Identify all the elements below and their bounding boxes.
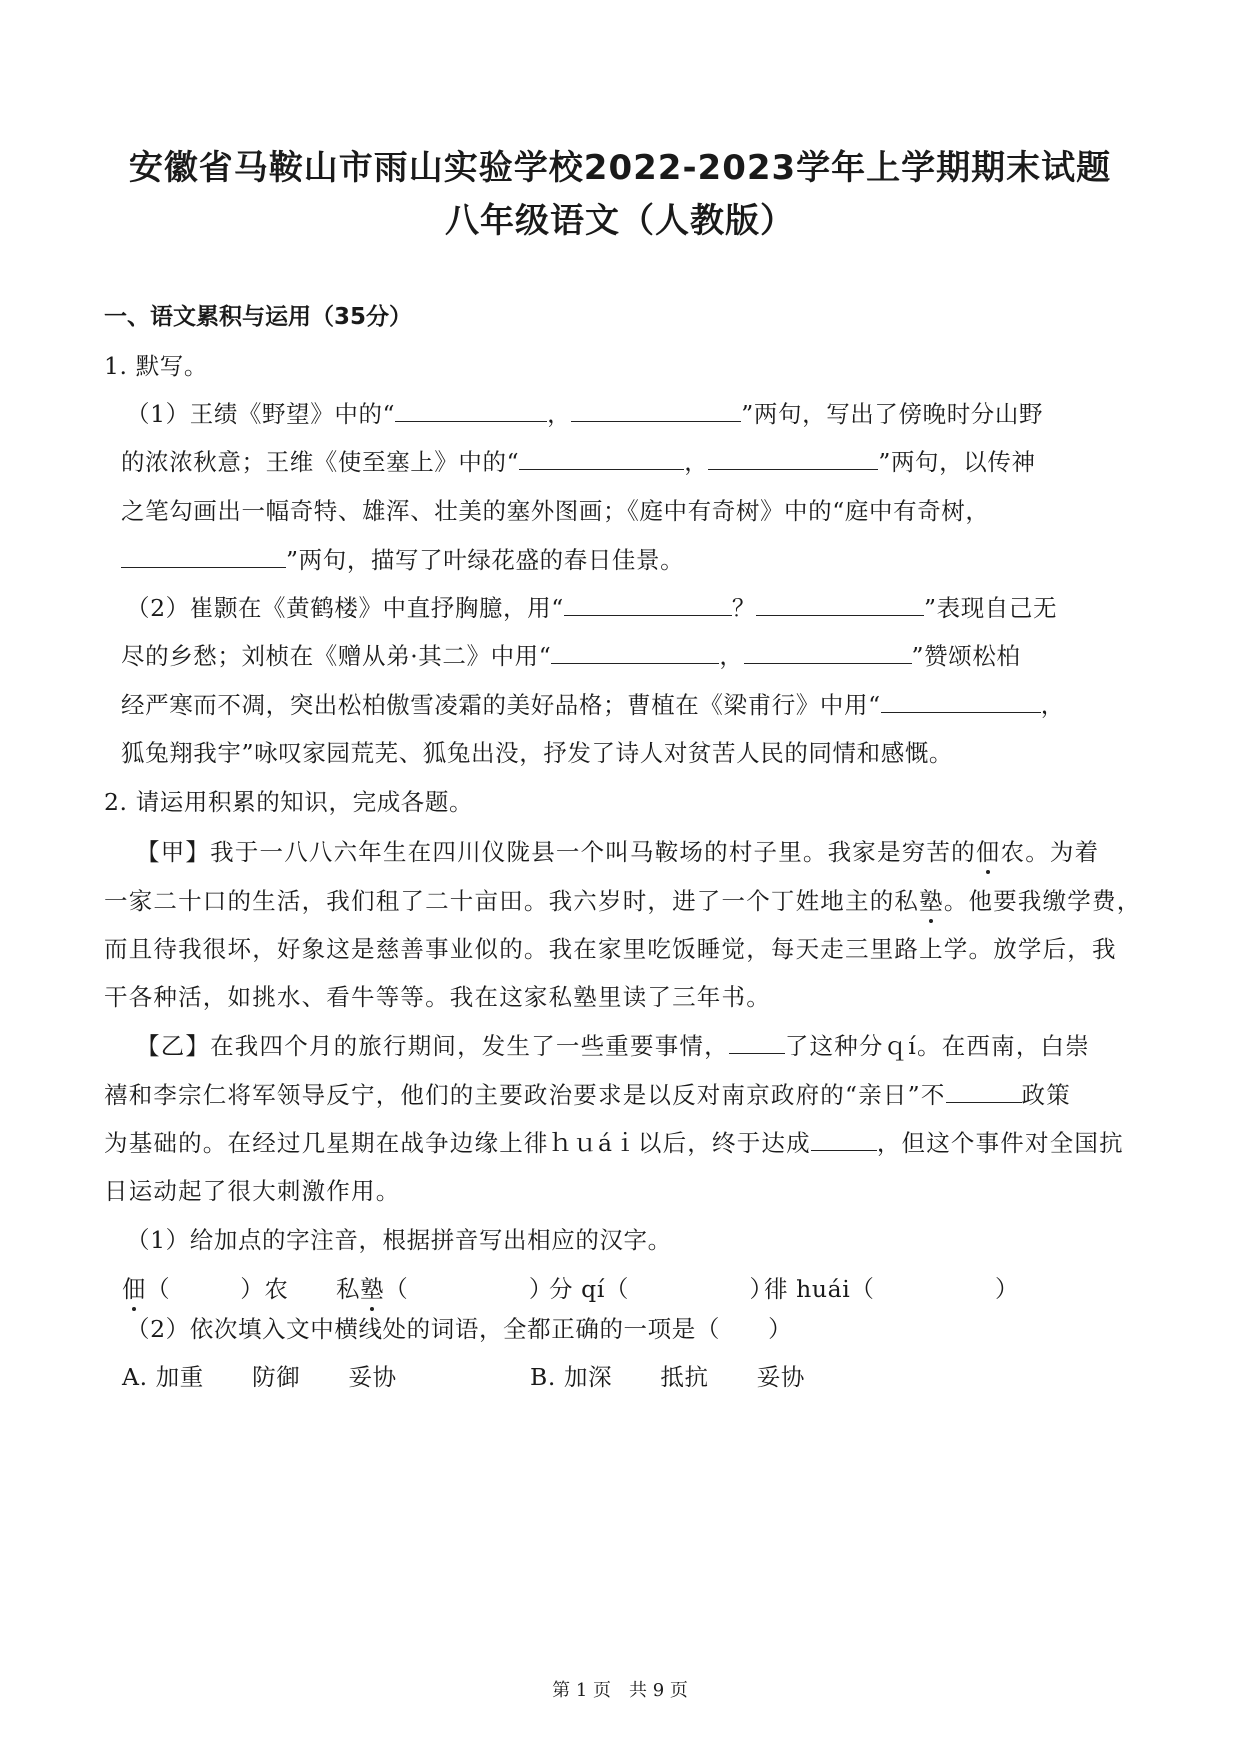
text: ，但这个事件对全国抗 [876, 1129, 1124, 1157]
passage-jia-line2 [104, 882, 1141, 916]
q1-p1-line2 [121, 443, 1036, 477]
text: 的浓浓秋意；王维《使至塞上》中的“ [121, 448, 520, 476]
text: 为基础的。在经过几星期在战争边缘上徘ｈｕáｉ以后，终于达成 [104, 1129, 811, 1157]
q1-p2-line3 [121, 686, 1065, 720]
passage-yi-line1 [136, 1027, 1090, 1061]
answer-blank[interactable] [571, 399, 741, 422]
q1-p2-line1 [126, 589, 1057, 623]
text: 了这种分ｑí。在西南，白崇 [784, 1032, 1090, 1060]
text: ， [547, 400, 572, 428]
q2-sub1-item3[interactable]: 分 qí（ ） [549, 1275, 774, 1303]
q2-sub1-item2 [336, 1270, 553, 1304]
q1-p2-line4: 狐兔翔我宇”咏叹家园荒芜、狐兔出没，抒发了诗人对贫苦人民的同情和感慨。 [121, 739, 954, 767]
passage-jia-line1 [136, 833, 1099, 867]
answer-blank[interactable] [729, 1031, 785, 1054]
q1-label: 1. 默写。 [104, 352, 208, 380]
answer-blank[interactable] [519, 447, 684, 470]
answer-blank[interactable] [121, 545, 286, 568]
text: 【甲】我于一八八六年生在四川仪陇县一个叫马鞍场的村子里。我家是穷苦的 [136, 838, 976, 866]
text: ”两句，写出了傍晚时分山野 [741, 400, 1044, 428]
answer-blank[interactable] [946, 1080, 1022, 1103]
text: ）农 [240, 1275, 289, 1303]
text: （ [146, 1275, 171, 1303]
exam-subtitle: 八年级语文（人教版） [445, 201, 795, 241]
passage-jia-line3: 而且待我很坏，好象这是慈善事业似的。我在家里吃饭睡觉，每天走三里路上学。放学后，我 [104, 935, 1117, 963]
text: ， [1040, 691, 1065, 719]
q2-sub1-item4[interactable]: 徘 huái（ ） [764, 1275, 1020, 1303]
text: ”表现自己无 [923, 594, 1058, 622]
exam-title: 安徽省马鞍山市雨山实验学校2022-2023学年上学期期末试题 [128, 148, 1112, 188]
answer-blank[interactable] [881, 690, 1041, 713]
text: 一家二十口的生活，我们租了二十亩田。我六岁时，进了一个丁姓地主的私 [104, 887, 920, 915]
option-b[interactable]: B. 加深 抵抗 妥协 [530, 1363, 806, 1391]
text: ”两句，描写了叶绿花盛的春日佳景。 [286, 546, 685, 574]
dotted-char: 塾 [360, 1270, 384, 1304]
text: 经严寒而不凋，突出松柏傲雪凌霜的美好品格；曹植在《梁甫行》中用“ [121, 691, 881, 719]
answer-blank[interactable] [395, 399, 547, 422]
text: ”两句，以传神 [878, 448, 1036, 476]
text: 尽的乡愁；刘桢在《赠从弟·其二》中用“ [121, 642, 552, 670]
text: ”赞颂松柏 [911, 642, 1021, 670]
answer-space[interactable]: （ ） [384, 1275, 553, 1303]
page-number: 第 1 页 共 9 页 [552, 1680, 688, 1701]
text: 禧和李宗仁将军领导反宁，他们的主要政治要求是以反对南京政府的“亲日”不 [104, 1081, 946, 1109]
section-heading: 一、语文累积与运用（35分） [104, 304, 413, 330]
text: （2）崔颢在《黄鹤楼》中直抒胸臆，用“ [126, 594, 564, 622]
dotted-char: 塾 [919, 882, 944, 916]
answer-blank[interactable] [564, 593, 732, 616]
q2-sub1-item1 [122, 1270, 288, 1304]
q1-p1-line1 [126, 395, 1043, 429]
passage-jia-line4: 干各种活，如挑水、看牛等等。我在这家私塾里读了三年书。 [104, 983, 771, 1011]
passage-yi-line4: 日运动起了很大刺激作用。 [104, 1177, 401, 1205]
q2-label: 2. 请运用积累的知识，完成各题。 [104, 788, 474, 816]
q1-p2-line2 [121, 637, 1021, 671]
text: 农。为着 [1000, 838, 1100, 866]
q2-sub2-prompt: （2）依次填入文中横线处的词语，全都正确的一项是（ ） [126, 1315, 793, 1343]
passage-yi-line2 [104, 1076, 1071, 1110]
dotted-char: 佃 [976, 833, 1001, 867]
text: 私 [336, 1275, 361, 1303]
dotted-char: 佃 [122, 1270, 146, 1304]
text: ， [684, 448, 709, 476]
answer-blank[interactable] [708, 447, 878, 470]
option-a[interactable]: A. 加重 防御 妥协 [122, 1363, 397, 1391]
answer-blank[interactable] [551, 641, 719, 664]
text: 【乙】在我四个月的旅行期间，发生了一些重要事情， [136, 1032, 729, 1060]
text: （1）王绩《野望》中的“ [126, 400, 396, 428]
answer-blank[interactable] [756, 593, 924, 616]
text: 。他要我缴学费， [943, 887, 1142, 915]
answer-blank[interactable] [811, 1128, 877, 1151]
passage-yi-line3 [104, 1124, 1124, 1158]
q2-sub1-prompt: （1）给加点的字注音，根据拼音写出相应的汉字。 [126, 1226, 672, 1254]
q1-p1-line4 [121, 541, 684, 575]
text: ， [719, 642, 744, 670]
text: 政策 [1021, 1081, 1071, 1109]
text: ？ [731, 594, 756, 622]
q1-p1-line3: 之笔勾画出一幅奇特、雄浑、壮美的塞外图画；《庭中有奇树》中的“庭中有奇树， [121, 497, 990, 525]
answer-blank[interactable] [744, 641, 912, 664]
